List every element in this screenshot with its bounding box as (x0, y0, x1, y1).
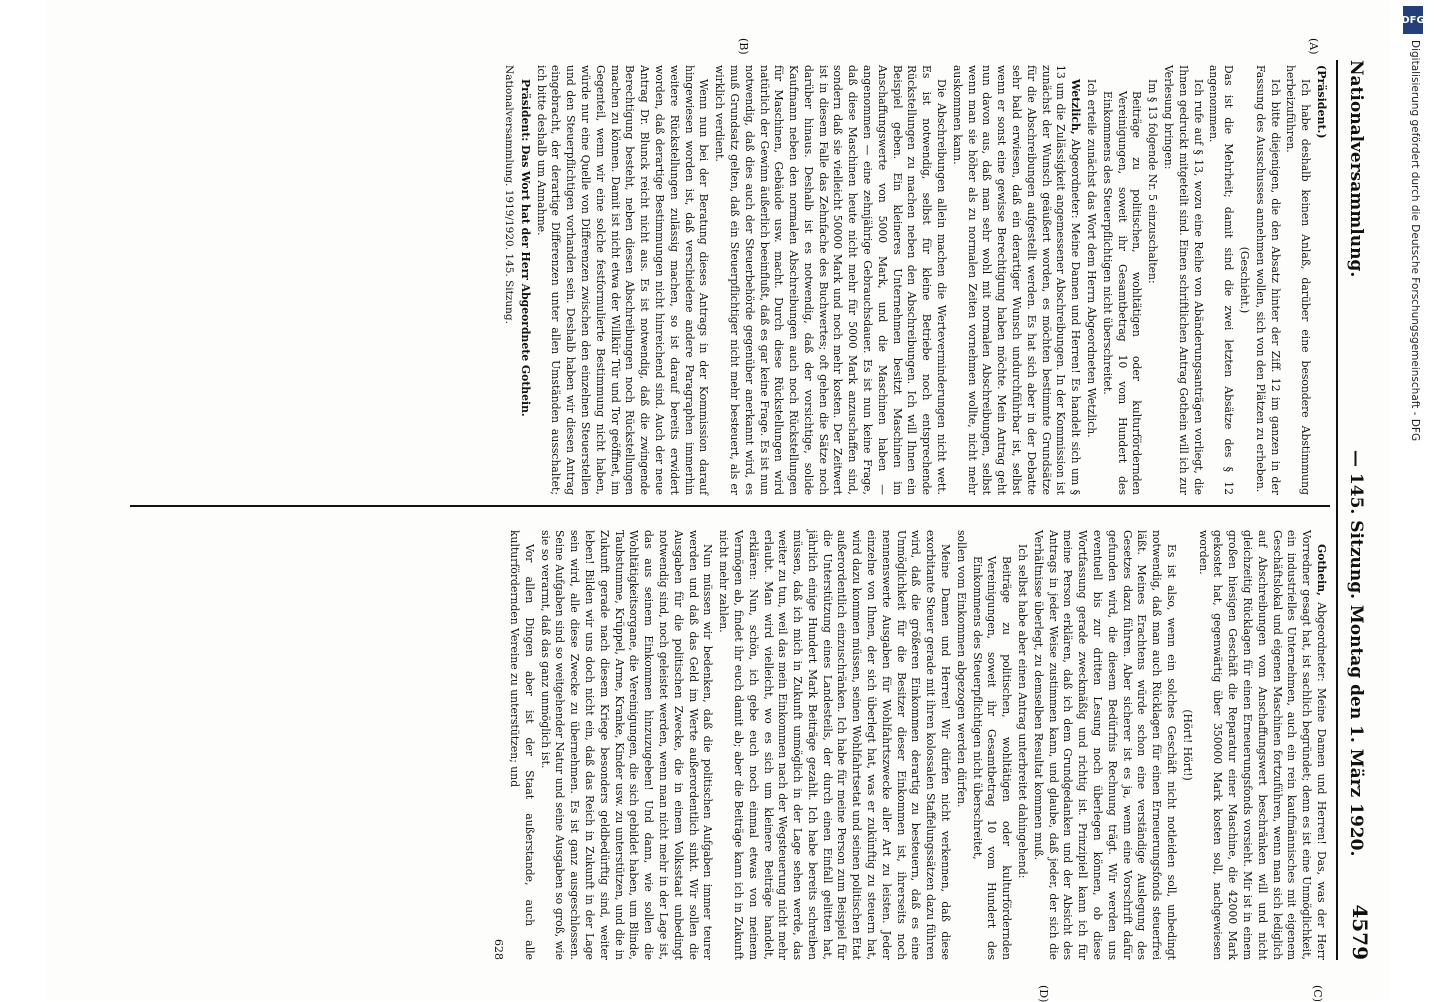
page-footer: Nationalversammlung. 1919/1920. 145. Sitzung. (502, 65, 515, 324)
right-column (489, 530, 1328, 960)
speech-paragraph (949, 65, 1082, 495)
paragraph: Wenn nun bei der Beratung dieses Antrags in der Kommission darauf hingewiesen worden ist, daß verschiedene andere Paragraphen immerhin weitere Rückstellungen zulässig machen, so ist darauf bereits erwidert worden, daß derartige Bestimmungen nicht hinreichend sind. Auch der neue Antrag Dr. Blunck reicht nicht aus. Es ist notwendig, daß die zwingende Berechtigung besteht, neben diesen Abschreibungen noch Rückstellungen machen zu können. Damit ist nicht etwa der Willkür Tür und Tor geöffnet, im Gegenteil, wenn wir eine solche festformulierte Bestimmung nicht haben, würde nur eine Quelle von Differenzen zwischen den einzelnen Steuerstellen und den Steuerpflichtigen vorhanden sein. Deshalb haben wir diesen Antrag eingebracht, der derartige Differenzen unter allen Umständen ausschaltet; ich bitte deshalb um Annahme. (534, 65, 711, 495)
page-signature: 628 (492, 939, 506, 960)
page-number: 4579 (1348, 904, 1372, 960)
digitization-credit-strip (1394, 0, 1434, 1000)
quoted-amendment: Beiträge zu politischen, wohltätigen oder kulturfördernden Vereinigungen, soweit ihr Gesamtbetrag 10 vom Hundert des Einkommens des Steuerpflichtigen nicht überschreitet. (1100, 91, 1144, 495)
paragraph: Meine Damen und Herren! Wir dürfen nicht verkennen, daß diese exorbitante Steuer gerade mit ihren kolossalen Staffelungssätzen dazu führen wird, daß die größeren Einkommen derartig zu besteuern, daß es eine Unmöglichkeit für die Besitzer dieser Einkommen ist, ihrerseits noch nennenswerte Ausgaben für Wohlfahrtszwecke aller Art zu leisten. Jeder einzelne von Ihnen, der sich überlegt hat, was er zukünftig zu steuern hat, wird dazu kommen müssen, seinen Wohlfahrtsetat und seinen politischen Etat außerordentlich einzuschränken. Ich habe für meine Person zum Beispiel für die Unterstützung eines Landesteils, der durch einen Einfall gelitten hat, jährlich einige Hundert Mark Beiträge gezahlt. Ich habe bereits schreiben müssen, daß ich mich in Zukunft unmöglich in der Lage sehen werde, das weiter zu tun, weil das mein Einkommen nach der Wegsteuerung nicht mehr erlaubt. Man wird vielleicht, wo es sich um kleinere Beiträge handelt, erklären: Nun, schön, ich gebe euch noch einmal etwas von meinem Vermögen ab, findet ihr euch damit ab; aber die Beiträge kann ich in Zukunft nicht mehr zahlen. (717, 530, 953, 960)
margin-letter-d: (D) (1037, 985, 1050, 1002)
paragraph: Ich bitte diejenigen, die den Absatz hinter der Ziff. 12 im ganzen in der Fassung des Ausschusses annehmen wollen, sich von den Plätzen zu erheben. (1253, 65, 1282, 495)
paragraph: sollen vom Einkommen abgezogen werden dürfen. (954, 530, 968, 808)
paragraph: Die Abschreibungen allein machen die Werteverminderungen nicht wett. Es ist notwendig, selbst für kleine Betriebe noch entsprechende Rückstellungen zu machen neben den Abschreibungen. Ich will Ihnen ein Beispiel geben. Ein kleineres Unternehmen besitzt Maschinen im Anschaffungswerte von 5000 Mark, und die Maschinen haben — angenommen — eine zehnjährige Gebrauchsdauer. Es ist nun keine Frage, daß diese Maschinen heute nicht mehr für 5000 Mark anzuschaffen sind, sondern daß sie vielleicht 50000 Mark und noch mehr kosten. Der Zeitwert ist in diesem Falle das Zehnfache des Buchwertes; oft gehen die Sätze noch darüber hinaus. Deshalb ist es notwendig, daß der vorsichtige, solide Kaufmann neben den normalen Abschreibungen auch noch Rückstellungen für Maschinen, Gebäude usw. macht. Durch diese Rückstellungen wird natürlich der Gewinn äußerlich beeinflußt, daß es gar keine Frage. Es ist nun notwendig, daß dies auch der Steuerbehörde gegenüber anerkannt wird, es muß Grundsatz gelten, daß ein Steuerpflichtiger nicht mehr besteuert, als er wirklich verdient. (713, 65, 949, 495)
running-head-left: Nationalversammlung. (1346, 60, 1366, 278)
paragraph: Im § 13 folgende Nr. 5 einzuschalten: (1146, 79, 1160, 284)
header-rule (1336, 60, 1338, 960)
speaker-label-president: (Präsident.) (1315, 65, 1328, 139)
dfg-logo: DFG (1403, 6, 1423, 34)
paragraph: Nun müssen wir bedenken, daß die politischen Aufgaben immer teurer werden und daß das Geld im Werte außerordentlich sinkt. Wir sollen die Ausgaben für die politischen Zwecke, die in einem Volksstaat unbedingt notwendig sind, noch geleistet werden, wenn man nicht mehr in der Lage ist, das aus seinem Einkommen hinzuzugeben! Und dann, wie sollen die Wohltätigkeitsorgane, die Vereinigungen, die sich gebildet haben, um Blinde, Taubstumme, Krüppel, Arme, Kranke, Kinder usw. zu unterstützen, und die in Zukunft gerade nach diesem Kriege besonders geldbedürftig sind, weiter leben! Bilden wir uns doch nicht ein, daß das Reich in Zukunft in der Lage sein wird, alle diese Zwecke zu übernehmen. Es ist ganz ausgeschlossen. Seine Aufgaben sind so weitgehender Natur und seine Ausgaben so groß, wie sie so verarmt, daß das ganz unmöglich ist. (538, 530, 715, 960)
scanned-page (45, 0, 1390, 1000)
paragraph: Ich selbst habe aber einen Antrag unterbreitet dahingehend: (1016, 544, 1030, 879)
margin-letter-b: (B) (737, 38, 750, 55)
speech-text: Abgeordneter: Meine Damen und Herren! Das, was der Herr Vorredner gesagt hat, ist sachlich begründet; denn es ist eine Unmöglichkeit, ein industrielles Unternehmen, auch ein rein kaufmännisches mit eigenem Geschäftslokal und eigenen Maschinen fortzuführen, wenn man sich lediglich auf Abschreibungen vom Anschaffungswert beschränken will und nicht gleichzeitig Rücklagen für einen Erneuerungsfonds vorsieht. Mir ist in einem großen hiesigen Geschäft die Reparatur einer Maschine, die 42000 Mark gekostet hat, gegenwärtig über 350000 Mark kosten soll, nachgewiesen worden. (1196, 530, 1328, 960)
left-column (500, 65, 1328, 495)
interjection: (Hört! Hört!) (1180, 709, 1194, 781)
paragraph-president: Präsident: Das Wort hat der Herr Abgeordnete Gothein. (518, 79, 532, 417)
paragraph: Ich erteile zunächst das Wort dem Herrn Abgeordneten Wetzlich. (1085, 79, 1099, 438)
speech-text: Abgeordneter: Meine Damen und Herren! Es handelt sich um § 13 um die Zulässigkeit angemessener Abschreibungen. In der Kommission ist zunächst der Wunsch geäußert worden, es möchten bestimmte Grundsätze für die Abschreibungen aufgestellt werden. Es hat sich aber in der Debatte sehr bald erwiesen, daß ein derartiger Wunsch undurchführbar ist, selbst wenn er sonst eine gewisse Berechtigung haben möchte. Mein Antrag geht nun davon aus, daß man sehr wohl mit normalen Abschreibungen, selbst wenn man sie höher als zu normalen Zeiten vornehmen wollte, nicht mehr auskommen kann. (950, 65, 1083, 495)
paragraph: Ich rufe auf § 13, wozu eine Reihe von Abänderungsanträgen vorliegt, die Ihnen gedruckt mitgeteilt sind. Einen schriftlichen Antrag Gothein will ich zur Verlesung bringen: (1162, 65, 1205, 495)
running-head (1338, 60, 1372, 960)
paragraph: Es ist also, wenn ein solches Geschäft nicht notleiden soll, unbedingt notwendig, daß man auch Rücklagen für einen Erneuerungsfonds steuerfrei läßt. Meines Erachtens würde schon eine verständige Auslegung des Gesetzes dazu führen. Aber sicherer ist es ja, wenn eine Vorschrift dafür gefunden wird, die diesem Bedürfnis Rechnung trägt. Wir werden uns eventuell bis zur dritten Lesung noch überlegen können, ob diese Wortfassung gerade zweckmäßig und richtig ist. Prinzipiell kann ich für meine Person erklären, daß ich dem Grundgedanken und der Absicht des Antrags in jeder Weise zustimmen kann, und glaube, daß jeder, der sich die Verhältnisse überlegt, zu demselben Resultat kommen muß. (1031, 530, 1179, 960)
paragraph: Ich habe deshalb keinen Anlaß, darüber eine besondere Abstimmung herbeizuführen. (1284, 65, 1313, 495)
margin-letter-a: (A) (1307, 38, 1320, 55)
running-head-center: — 145. Sitzung. Montag den 1. März 1920. (1346, 450, 1366, 857)
speech-paragraph (1195, 530, 1328, 960)
speaker-name: Wetzlich, (1069, 79, 1083, 135)
interjection: (Geschieht.) (1238, 246, 1252, 314)
paragraph: Das ist die Mehrheit; damit sind die zwei letzten Absätze des § 12 angenommen. (1207, 65, 1236, 495)
digitization-credit-text: Digitalisierung gefördert durch die Deutsche Forschungsgemeinschaft - DFG (1409, 40, 1421, 442)
quoted-amendment: Beiträge zu politischen, wohltätigen oder kulturfördernden Vereinigungen, soweit ihr Gesamtbetrag 10 vom Hundert des Einkommens des Steuerpflichtigen nicht überschreitet, (970, 556, 1014, 960)
paragraph: Vor allen Dingen aber ist der Staat außerstande, auch alle kulturfördernden Vereine zu unterstützen; und (507, 530, 536, 960)
speaker-name: Gothein, (1315, 544, 1328, 596)
column-divider (130, 505, 1330, 507)
margin-letter-c: (C) (1311, 985, 1324, 1002)
